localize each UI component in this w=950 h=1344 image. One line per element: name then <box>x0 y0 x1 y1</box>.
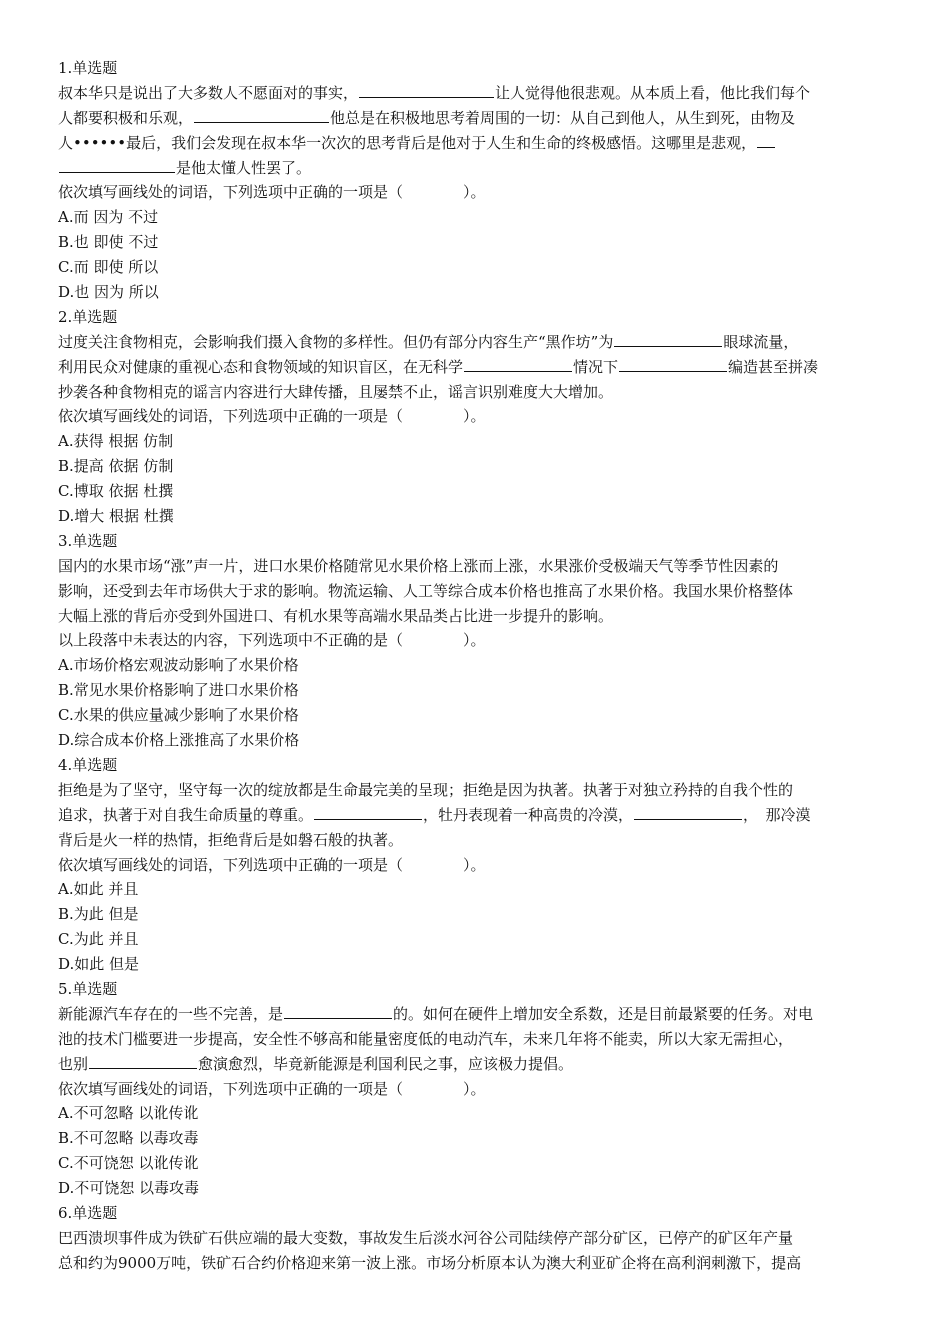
passage-text: 影响，还受到去年市场供大于求的影响。物流运输、人工等综合成本价格也推高了水果价格。我国水果价格整体 <box>58 581 794 600</box>
answer-option[interactable] <box>58 902 892 927</box>
answer-option-text: A.而 因为 不过 <box>58 208 159 227</box>
answer-option-text: D.增大 根据 杜撰 <box>58 507 174 526</box>
fill-in-blank <box>359 96 494 98</box>
passage-line <box>58 803 892 828</box>
answer-option-text: C.水果的供应量减少影响了水果价格 <box>58 706 299 725</box>
answer-option[interactable] <box>58 703 892 728</box>
passage-text: 是他太懂人性罢了。 <box>176 158 312 177</box>
fill-in-blank <box>619 370 727 372</box>
passage-text: 新能源汽车存在的一些不完善，是 <box>58 1004 284 1023</box>
question-prompt <box>58 180 892 205</box>
answer-option[interactable] <box>58 280 892 305</box>
answer-option-text: A.不可忽略 以讹传讹 <box>58 1104 199 1123</box>
question-prompt-text: 依次填写画线处的词语，下列选项中正确的一项是（ ）。 <box>58 183 486 202</box>
passage-line <box>58 1251 892 1276</box>
answer-option[interactable] <box>58 504 892 529</box>
answer-option-text: D.不可饶恕 以毒攻毒 <box>58 1179 200 1198</box>
passage-text: 的。如何在硬件上增加安全系数，还是目前最紧要的任务。对电 <box>393 1004 814 1023</box>
passage-text: 编造甚至拼凑 <box>728 357 819 376</box>
fill-in-blank <box>314 818 422 820</box>
passage-line <box>58 1002 892 1027</box>
passage-text: 过度关注食物相克，会影响我们摄入食物的多样性。但仍有部分内容生产“黑作坊”为 <box>58 332 614 351</box>
passage-text: 愈演愈烈，毕竟新能源是利国利民之事，应该极力提倡。 <box>198 1054 574 1073</box>
answer-option-text: D.综合成本价格上涨推高了水果价格 <box>58 731 300 750</box>
question-prompt <box>58 404 892 429</box>
answer-option-text: D.如此 但是 <box>58 955 140 974</box>
passage-line <box>58 380 892 405</box>
passage-text: 巴西溃坝事件成为铁矿石供应端的最大变数，事故发生后淡水河谷公司陆续停产部分矿区，已停产的矿区年产量 <box>58 1228 794 1247</box>
passage-text: 背后是火一样的热情，拒绝背后是如磐石般的执著。 <box>58 830 404 849</box>
answer-option-text: D.也 因为 所以 <box>58 283 159 302</box>
passage-line <box>58 778 892 803</box>
passage-text: 池的技术门槛要进一步提高，安全性不够高和能量密度低的电动汽车，未来几年将不能卖，所以大家无需担心， <box>58 1029 794 1048</box>
fill-in-blank <box>464 370 572 372</box>
passage-text: 叔本华只是说出了大多数人不愿面对的事实， <box>58 83 359 102</box>
question-prompt-text: 以上段落中未表达的内容，下列选项中不正确的是（ ）。 <box>58 631 486 650</box>
passage-line <box>58 554 892 579</box>
passage-text: 利用民众对健康的重视心态和食物领域的知识盲区，在无科学 <box>58 357 464 376</box>
passage-text: 总和约为9000万吨，铁矿石合约价格迎来第一波上涨。市场分析原本认为澳大利亚矿企将在高利润刺激下，提高 <box>58 1253 802 1272</box>
question-heading <box>58 977 892 1002</box>
answer-option-text: B.不可忽略 以毒攻毒 <box>58 1129 199 1148</box>
question-heading <box>58 56 892 81</box>
fill-in-blank <box>194 121 329 123</box>
question-type-label: 1.单选题 <box>58 59 118 77</box>
question-prompt <box>58 1077 892 1102</box>
question-prompt-text: 依次填写画线处的词语，下列选项中正确的一项是（ ）。 <box>58 1079 486 1098</box>
passage-line <box>58 355 892 380</box>
question-heading <box>58 1201 892 1226</box>
fill-in-blank <box>89 1067 197 1069</box>
answer-option[interactable] <box>58 479 892 504</box>
question-prompt-text: 依次填写画线处的词语，下列选项中正确的一项是（ ）。 <box>58 855 486 874</box>
answer-option[interactable] <box>58 255 892 280</box>
passage-text: 国内的水果市场“涨”声一片，进口水果价格随常见水果价格上涨而上涨，水果涨价受极端天气等季节性因素的 <box>58 556 779 575</box>
answer-option[interactable] <box>58 1126 892 1151</box>
question-heading <box>58 529 892 554</box>
answer-option-text: A.市场价格宏观波动影响了水果价格 <box>58 656 299 675</box>
answer-option[interactable] <box>58 728 892 753</box>
passage-text: 拒绝是为了坚守，坚守每一次的绽放都是生命最完美的呈现；拒绝是因为执著。执著于对独立矜持的自我个性的 <box>58 780 794 799</box>
passage-line <box>58 828 892 853</box>
answer-option[interactable] <box>58 952 892 977</box>
passage-line <box>58 1027 892 1052</box>
question-heading <box>58 753 892 778</box>
answer-option[interactable] <box>58 877 892 902</box>
answer-option[interactable] <box>58 230 892 255</box>
question-prompt <box>58 853 892 878</box>
passage-text: 也别 <box>58 1054 89 1073</box>
answer-option[interactable] <box>58 454 892 479</box>
fill-in-blank <box>284 1017 392 1019</box>
answer-option[interactable] <box>58 653 892 678</box>
passage-text: 让人觉得他很悲观。从本质上看，他比我们每个 <box>495 83 811 102</box>
fill-in-blank <box>634 818 742 820</box>
question-type-label: 2.单选题 <box>58 307 118 326</box>
passage-text: 抄袭各种食物相克的谣言内容进行大肆传播，且屡禁不止，谣言识别难度大大增加。 <box>58 382 614 401</box>
answer-option[interactable] <box>58 205 892 230</box>
answer-option[interactable] <box>58 1101 892 1126</box>
passage-text: 人都要积极和乐观， <box>58 108 194 127</box>
passage-line <box>58 604 892 629</box>
passage-text: 他总是在积极地思考着周围的一切：从自己到他人，从生到死，由物及 <box>330 108 796 127</box>
passage-text: ， 那冷漠 <box>743 805 811 824</box>
passage-line <box>58 330 892 355</box>
answer-option-text: B.为此 但是 <box>58 905 139 924</box>
answer-option-text: C.不可饶恕 以讹传讹 <box>58 1154 199 1173</box>
fill-in-blank <box>614 345 722 347</box>
passage-text: 眼球流量， <box>723 332 799 351</box>
answer-option[interactable] <box>58 429 892 454</box>
answer-option-text: C.为此 并且 <box>58 930 139 949</box>
passage-text: 大幅上涨的背后亦受到外国进口、有机水果等高端水果品类占比进一步提升的影响。 <box>58 606 614 625</box>
passage-text: 情况下 <box>573 357 619 376</box>
answer-option-text: C.而 即使 所以 <box>58 258 159 277</box>
question-type-label: 4.单选题 <box>58 755 118 774</box>
answer-option-text: C.博取 依据 杜撰 <box>58 482 174 501</box>
question-prompt <box>58 628 892 653</box>
answer-option-text: B.提高 依据 仿制 <box>58 457 174 476</box>
passage-text: ，牡丹表现着一种高贵的冷漠， <box>423 805 634 824</box>
passage-line <box>58 106 892 131</box>
passage-text: 人••••••最后，我们会发现在叔本华一次次的思考背后是他对于人生和生命的终极感悟。这哪里是悲观， <box>58 133 757 152</box>
passage-line <box>58 579 892 604</box>
question-type-label: 3.单选题 <box>58 531 118 550</box>
passage-line <box>58 1226 892 1251</box>
passage-line <box>58 156 892 181</box>
fill-in-blank <box>757 146 775 148</box>
passage-text: 追求，执著于对自我生命质量的尊重。 <box>58 805 314 824</box>
question-type-label: 6.单选题 <box>58 1203 118 1222</box>
document-body <box>58 56 892 1276</box>
answer-option[interactable] <box>58 927 892 952</box>
answer-option-text: A.如此 并且 <box>58 880 139 899</box>
answer-option-text: B.也 即使 不过 <box>58 233 159 252</box>
passage-line <box>58 81 892 106</box>
question-prompt-text: 依次填写画线处的词语，下列选项中正确的一项是（ ）。 <box>58 407 486 426</box>
answer-option[interactable] <box>58 678 892 703</box>
answer-option[interactable] <box>58 1176 892 1201</box>
question-heading <box>58 305 892 330</box>
passage-line <box>58 131 892 156</box>
fill-in-blank <box>59 171 175 173</box>
answer-option[interactable] <box>58 1151 892 1176</box>
answer-option-text: A.获得 根据 仿制 <box>58 432 174 451</box>
answer-option-text: B.常见水果价格影响了进口水果价格 <box>58 681 299 700</box>
question-type-label: 5.单选题 <box>58 979 118 998</box>
passage-line <box>58 1052 892 1077</box>
